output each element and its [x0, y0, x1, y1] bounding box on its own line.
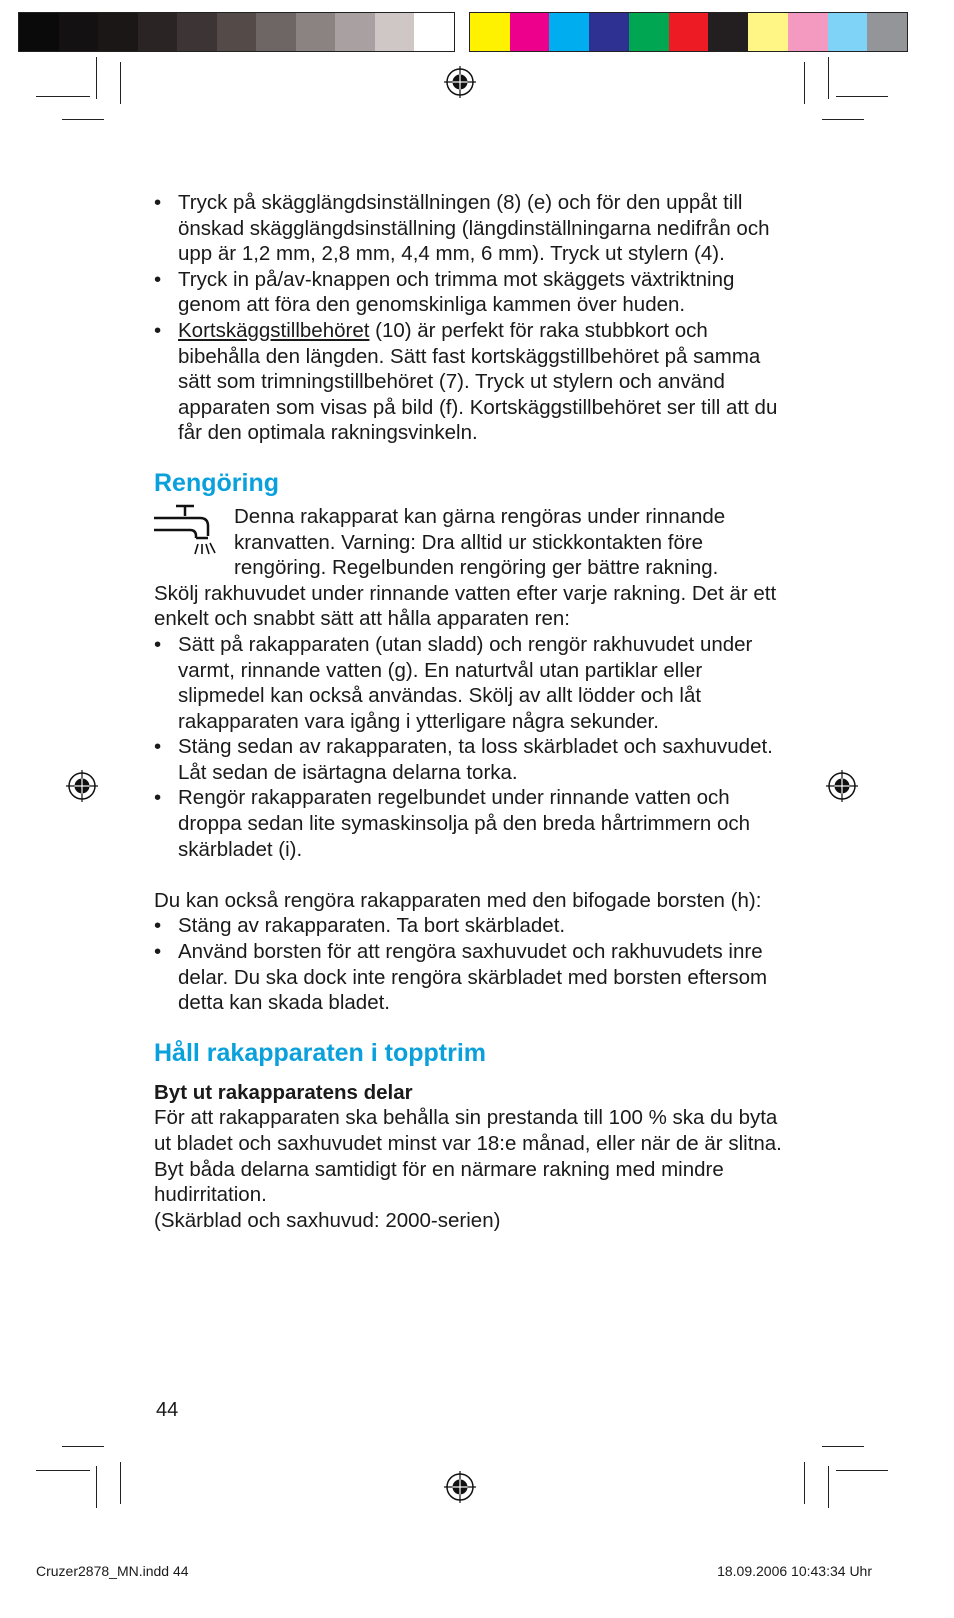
list-item: • Tryck in på/av-knappen och trimma mot skäggets växtriktning genom att föra den genomskinliga kammen över huden. [154, 267, 794, 318]
section-title-cleaning: Rengöring [154, 468, 279, 497]
list-item-text: (10) är perfekt för raka stubbkort och bibehålla den längden. Sätt fast kortskäggstillbehöret på samma sätt som trimningstillbehöret (7). Tryck ut stylern och använd apparaten som visas på bild (f). Kortskäggstillbehöret ser till att du får den optimala rakningsvinkeln. [178, 318, 778, 445]
gray-swatch [19, 13, 59, 51]
process-color-bar [469, 12, 908, 52]
cleaning-steps-list [154, 632, 794, 862]
list-item: • Sätt på rakapparaten (utan sladd) och rengör rakhuvudet under varmt, rinnande vatten (g). En naturtvål utan partiklar eller slipmedel kan också användas. Skölj av allt lödder och låt rakapparaten vara igång i ytterligare några sekunder. [154, 632, 794, 734]
color-swatch [669, 13, 709, 51]
care-paragraph: För att rakapparaten ska behålla sin prestanda till 100 % ska du byta ut bladet och saxhuvudet minst var 18:e månad, eller när de är slitna. Byt båda delarna samtidigt för en närmare rakning med mindre hudirritation. [154, 1106, 782, 1207]
registration-mark-icon [444, 1471, 476, 1503]
registration-mark-icon [826, 770, 858, 802]
list-item: • Stäng sedan av rakapparaten, ta loss skärbladet och saxhuvudet. Låt sedan de isärtagna delarna torka. [154, 734, 794, 785]
page-number: 44 [156, 1399, 179, 1421]
gray-swatch [177, 13, 217, 51]
color-swatch [788, 13, 828, 51]
color-swatch [828, 13, 868, 51]
color-swatch [510, 13, 550, 51]
list-item: • Stäng av rakapparaten. Ta bort skärbladet. [154, 913, 794, 939]
cleaning-intro-text: Denna rakapparat kan gärna rengöras under rinnande kranvatten. Varning: Dra alltid ur stickkontakten före rengöring. Regelbunden rengöring ger bättre rakning. [234, 504, 726, 580]
gray-swatch [296, 13, 336, 51]
list-item: • Rengör rakapparaten regelbundet under rinnande vatten och droppa sedan lite symaskinsolja på den breda hårtrimmern och skärbladet (i). [154, 785, 794, 862]
registration-mark-icon [66, 770, 98, 802]
grayscale-color-bar [18, 12, 455, 52]
section-title-care: Håll rakapparaten i topptrim [154, 1038, 487, 1067]
color-swatch [629, 13, 669, 51]
trimmer-instructions-list [154, 190, 794, 446]
list-item: • Använd borsten för att rengöra saxhuvudet och rakhuvudets inre delar. Du ska dock inte rengöra skärbladet med borsten eftersom detta kan skada bladet. [154, 939, 794, 1016]
list-item [154, 318, 794, 446]
footer-file-info: Cruzer2878_MN.indd 44 [36, 1563, 189, 1579]
color-swatch [589, 13, 629, 51]
short-beard-attachment-link: Kortskäggstillbehöret [178, 318, 370, 342]
brush-steps-list [154, 913, 794, 1015]
registration-mark-icon [444, 66, 476, 98]
subsection-title: Byt ut rakapparatens delar [154, 1080, 413, 1104]
gray-swatch [256, 13, 296, 51]
cleaning-paragraph: Skölj rakhuvudet under rinnande vatten efter varje rakning. Det är ett enkelt och snabbt sätt att hålla apparaten ren: [154, 581, 777, 631]
gray-swatch [138, 13, 178, 51]
footer-timestamp: 18.09.2006 10:43:34 Uhr [717, 1563, 872, 1579]
color-swatch [470, 13, 510, 51]
list-item: • Tryck på skägglängdsinställningen (8) (e) och för den uppåt till önskad skägglängdsinställning (längdinställningarna nedifrån och upp är 1,2 mm, 2,8 mm, 4,4 mm, 6 mm). Tryck ut stylern (4). [154, 190, 794, 267]
gray-swatch [375, 13, 415, 51]
color-swatch [867, 13, 907, 51]
page-content [154, 190, 794, 1233]
color-swatch [549, 13, 589, 51]
color-swatch [708, 13, 748, 51]
water-tap-icon [154, 504, 224, 566]
gray-swatch [414, 13, 454, 51]
gray-swatch [217, 13, 257, 51]
brush-paragraph: Du kan också rengöra rakapparaten med den bifogade borsten (h): [154, 888, 762, 912]
cleaning-intro [154, 504, 794, 581]
color-swatch [748, 13, 788, 51]
gray-swatch [59, 13, 99, 51]
parts-note: (Skärblad och saxhuvud: 2000-serien) [154, 1208, 501, 1232]
gray-swatch [335, 13, 375, 51]
gray-swatch [98, 13, 138, 51]
